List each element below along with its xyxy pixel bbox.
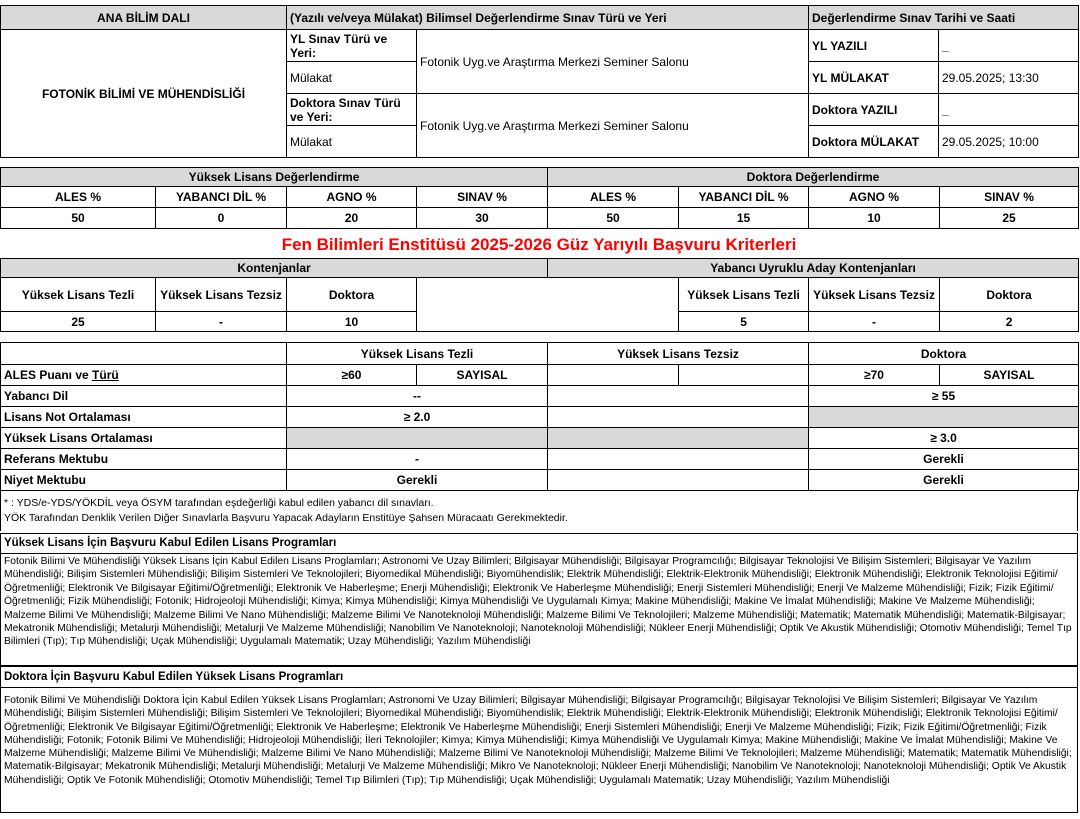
lno-label: Lisans Not Ortalaması bbox=[1, 407, 287, 428]
dr-programs-box bbox=[0, 666, 1078, 813]
niyet-dr: Gerekli bbox=[809, 470, 1079, 491]
dr-yazili-value: _ bbox=[939, 94, 1079, 126]
ales-yl-score: ≥60 bbox=[287, 365, 417, 386]
yl-yazili-value: _ bbox=[939, 30, 1079, 62]
lno-yl: ≥ 2.0 bbox=[287, 407, 548, 428]
ales-dr-score: ≥70 bbox=[809, 365, 940, 386]
dr-programs-title: Doktora İçin Başvuru Kabul Edilen Yüksek Lisans Programları bbox=[1, 667, 1077, 688]
dr-mulakat-value: 29.05.2025; 10:00 bbox=[939, 126, 1079, 158]
ales-label bbox=[1, 365, 287, 386]
yl-type: Mülakat bbox=[287, 62, 417, 94]
yl-eval-title: Yüksek Lisans Değerlendirme bbox=[1, 168, 548, 187]
ref-tezsiz bbox=[548, 449, 809, 470]
dr-mulakat-label: Doktora MÜLAKAT bbox=[809, 126, 939, 158]
ref-dr: Gerekli bbox=[809, 449, 1079, 470]
notes bbox=[0, 491, 1078, 531]
eval-value: 10 bbox=[809, 208, 940, 229]
eval-header: SINAV % bbox=[940, 187, 1079, 208]
header-exam-type: (Yazılı ve/veya Mülakat) Bilimsel Değerlendirme Sınav Türü ve Yeri bbox=[287, 6, 809, 30]
eval-value: 15 bbox=[679, 208, 809, 229]
niyet-yl: Gerekli bbox=[287, 470, 548, 491]
dr-type-label: Doktora Sınav Türü ve Yeri: bbox=[287, 94, 417, 126]
ales-tezsiz-type bbox=[679, 365, 809, 386]
lno-tezsiz bbox=[548, 407, 809, 428]
eval-value: 30 bbox=[417, 208, 548, 229]
yl-programs-box bbox=[0, 533, 1078, 666]
foreign-quota-header: Yüksek Lisans Tezli bbox=[679, 278, 809, 312]
ylo-label: Yüksek Lisans Ortalaması bbox=[1, 428, 287, 449]
yl-type-label: YL Sınav Türü ve Yeri: bbox=[287, 30, 417, 62]
foreign-quota-header: Doktora bbox=[940, 278, 1079, 312]
note-line-1: * : YDS/e-YDS/YÖKDİL veya ÖSYM tarafından eşdeğerliği kabul edilen yabancı dil sınavları. bbox=[4, 497, 434, 509]
department-name: FOTONİK BİLİMİ VE MÜHENDİSLİĞİ bbox=[1, 30, 287, 158]
ylo-tezsiz bbox=[548, 428, 809, 449]
ref-label: Referans Mektubu bbox=[1, 449, 287, 470]
ylo-dr: ≥ 3.0 bbox=[809, 428, 1079, 449]
eval-value: 0 bbox=[156, 208, 287, 229]
criteria-table bbox=[0, 342, 1079, 491]
quota-table bbox=[0, 258, 1079, 332]
note-line-2: YÖK Tarafından Denklik Verilen Diğer Sınavlarla Başvuru Yapacak Adayların Enstitüye Şahsen Müracaatı Gerekmektedir. bbox=[4, 512, 568, 524]
criteria-header-doktora: Doktora bbox=[809, 343, 1079, 365]
eval-header: ALES % bbox=[548, 187, 679, 208]
dr-place: Fotonik Uyg.ve Araştırma Merkezi Seminer Salonu bbox=[417, 94, 809, 158]
eval-header: YABANCI DİL % bbox=[679, 187, 809, 208]
eval-value: 50 bbox=[1, 208, 156, 229]
yl-programs-title: Yüksek Lisans İçin Başvuru Kabul Edilen Lisans Programları bbox=[1, 534, 1077, 554]
eval-value: 25 bbox=[940, 208, 1079, 229]
exam-info-table bbox=[0, 5, 1079, 158]
foreign-quota-header: Yüksek Lisans Tezsiz bbox=[809, 278, 940, 312]
dr-eval-title: Doktora Değerlendirme bbox=[548, 168, 1079, 187]
header-department: ANA BİLİM DALI bbox=[1, 6, 287, 30]
quota-value: 25 bbox=[1, 312, 156, 332]
dil-label: Yabancı Dil bbox=[1, 386, 287, 407]
ref-yl: - bbox=[287, 449, 548, 470]
ales-tezsiz-score bbox=[548, 365, 679, 386]
criteria-header-yl-tezli: Yüksek Lisans Tezli bbox=[287, 343, 548, 365]
dr-programs-text: Fotonik Bilimi Ve Mühendisliği Doktora İçin Kabul Edilen Yüksek Lisans Proglamları; Astronomi Ve Uzay Bilimleri; Bilgisayar Mühendisliği; Bilgisayar Programcılığı; Bilgisayar Teknolojisi Ve Bilişim Sistemleri; Bilgisayar Ve Yazılım Mühendisliği; Bilişim Sistemleri Mühendisliği; Bilişim Sistemleri Ve Teknolojileri; Biyomedikal Mühendisliği; Biyomühendislik; Elektrik Mühendisliği; Elektrik-Elektronik Mühendisliği; Elektronik Mühendisliği; Elektronik Teknolojisi Eğitimi/Öğretmenliği; Elektronik Ve Bilgisayar Eğitimi/Öğretmenliği; Elektronik Ve Haberleşme; Elektronik Ve Haberleşme Mühendisliği; Enerji Sistemleri Mühendisliği; Enerji Ve Malzeme Mühendisliği; Fizik; Fizik Eğitimi/Öğretmenliği; Fizik Mühendisliği; Fotonik; Fotonik Bilimi Ve Mühendisliği; Hidrojeoloji Mühendisliği; İleri Teknolojiler; Kimya; Kimya Mühendisliği; Kimya Mühendisliği Ve Uygulamalı Kimya; Makine Mühendisliği; Makine Ve İmalat Mühendisliği; Makine Ve Malzeme Mühendisliği; Malzeme Bilimi Ve Mühendisliği; Malzeme Bilimi Ve Nano Mühendisliği; Malzeme Bilimi Ve Nanoteknoloji Mühendisliği; Malzeme Bilimi Ve Teknolojileri; Malzeme Mühendisliği; Matematik; Matematik Mühendisliği; Matematik-Bilgisayar; Mekatronik Mühendisliği; Metalurji Mühendisliği; Metalurji Ve Malzeme Mühendisliği; Mikro Ve Nanoteknoloji; Nükleer Enerji Mühendisliği; Nanobilim Ve Nanoteknoloji; Nanoteknoloji Mühendisliği; Optik Ve Akustik Mühendisliği; Optik Ve Fotonik Mühendisliği; Otomotiv Mühendisliği; Temel Tıp Bilimleri (Tıp); Tıp Mühendisliği; Uçak Mühendisliği; Uygulamalı Matematik; Uzay Mühendisliği; Yazılım Mühendisliği bbox=[4, 695, 1072, 786]
eval-header: SINAV % bbox=[417, 187, 548, 208]
quota-blank bbox=[417, 278, 679, 332]
yl-yazili-label: YL YAZILI bbox=[809, 30, 939, 62]
ales-label-type: Türü bbox=[92, 368, 119, 382]
ales-yl-type: SAYISAL bbox=[417, 365, 548, 386]
quota-header: Yüksek Lisans Tezli bbox=[1, 278, 156, 312]
foreign-quota-value: 2 bbox=[940, 312, 1079, 332]
dil-dr: ≥ 55 bbox=[809, 386, 1079, 407]
niyet-tezsiz bbox=[548, 470, 809, 491]
quota-header: Yüksek Lisans Tezsiz bbox=[156, 278, 287, 312]
niyet-label: Niyet Mektubu bbox=[1, 470, 287, 491]
evaluation-table bbox=[0, 167, 1079, 229]
ales-dr-type: SAYISAL bbox=[940, 365, 1079, 386]
criteria-header-yl-tezsiz: Yüksek Lisans Tezsiz bbox=[548, 343, 809, 365]
dr-yazili-label: Doktora YAZILI bbox=[809, 94, 939, 126]
eval-value: 20 bbox=[287, 208, 417, 229]
yl-place: Fotonik Uyg.ve Araştırma Merkezi Seminer Salonu bbox=[417, 30, 809, 94]
ylo-yl bbox=[287, 428, 548, 449]
yl-mulakat-value: 29.05.2025; 13:30 bbox=[939, 62, 1079, 94]
eval-header: ALES % bbox=[1, 187, 156, 208]
dil-tezsiz bbox=[548, 386, 809, 407]
foreign-quota-value: - bbox=[809, 312, 940, 332]
ales-label-text: ALES Puanı ve bbox=[4, 368, 93, 382]
eval-header: AGNO % bbox=[287, 187, 417, 208]
quota-title: Kontenjanlar bbox=[1, 259, 548, 278]
yl-mulakat-label: YL MÜLAKAT bbox=[809, 62, 939, 94]
yl-programs-text: Fotonik Bilimi Ve Mühendisliği Yüksek Lisans İçin Kabul Edilen Lisans Proglamları; Astronomi Ve Uzay Bilimleri; Bilgisayar Mühendisliği; Bilgisayar Programcılığı; Bilgisayar Teknolojisi Ve Bilişim Sistemleri; Bilgisayar Ve Yazılım Mühendisliği; Bilişim Sistemleri Mühendisliği; Bilişim Sistemleri Ve Teknolojileri; Biyomedikal Mühendisliği; Biyomühendislik; Elektrik Mühendisliği; Elektrik-Elektronik Mühendisliği; Elektronik Mühendisliği; Elektronik Teknolojisi Eğitimi/Öğretmenliği; Elektronik Ve Bilgisayar Eğitimi/Öğretmenliği; Elektronik Ve Haberleşme; Enerji Mühendisliği; Elektronik Ve Haberleşme Mühendisliği; Enerji Sistemleri Mühendisliği; Enerji Ve Malzeme Mühendisliği; Fizik; Fizik Eğitimi/Öğretmenliği; Fizik Mühendisliği; Fotonik; Hidrojeoloji Mühendisliği; Kimya; Kimya Mühendisliği; Kimya Mühendisliği Ve Uygulamalı Kimya; Makine Mühendisliği; Makine Ve İmalat Mühendisliği; Makine Ve Malzeme Mühendisliği; Malzeme Bilimi Ve Mühendisliği; Malzeme Bilimi Ve Nano Mühendisliği; Malzeme Bilimi Ve Nanoteknoloji Mühendisliği; Malzeme Bilimi Ve Teknolojileri; Malzeme Mühendisliği; Matematik; Matematik Mühendisliği; Matematik-Bilgisayar; Mekatronik Mühendisliği; Metalurji Mühendisliği; Metalurji Ve Malzeme Mühendisliği; Nanobilim Ve Nanoteknoloji; Nanoteknoloji Mühendisliği; Nükleer Enerji Mühendisliği; Optik Ve Akustik Mühendisliği; Otomotiv Mühendisliği; Temel Tıp Bilimleri (Tıp); Tıp Mühendisliği; Uçak Mühendisliği; Uygulamalı Matematik; Uzay Mühendisliği; Yazılım Mühendisliği bbox=[4, 556, 1072, 648]
eval-header: AGNO % bbox=[809, 187, 940, 208]
eval-header: YABANCI DİL % bbox=[156, 187, 287, 208]
quota-header: Doktora bbox=[287, 278, 417, 312]
header-exam-date: Değerlendirme Sınav Tarihi ve Saati bbox=[809, 6, 1079, 30]
main-title: Fen Bilimleri Enstitüsü 2025-2026 Güz Yarıyılı Başvuru Kriterleri bbox=[281, 235, 797, 254]
quota-value: - bbox=[156, 312, 287, 332]
dil-yl: -- bbox=[287, 386, 548, 407]
criteria-corner bbox=[1, 343, 287, 365]
quota-value: 10 bbox=[287, 312, 417, 332]
lno-dr bbox=[809, 407, 1079, 428]
foreign-quota-value: 5 bbox=[679, 312, 809, 332]
foreign-quota-title: Yabancı Uyruklu Aday Kontenjanları bbox=[548, 259, 1079, 278]
eval-value: 50 bbox=[548, 208, 679, 229]
dr-type: Mülakat bbox=[287, 126, 417, 158]
